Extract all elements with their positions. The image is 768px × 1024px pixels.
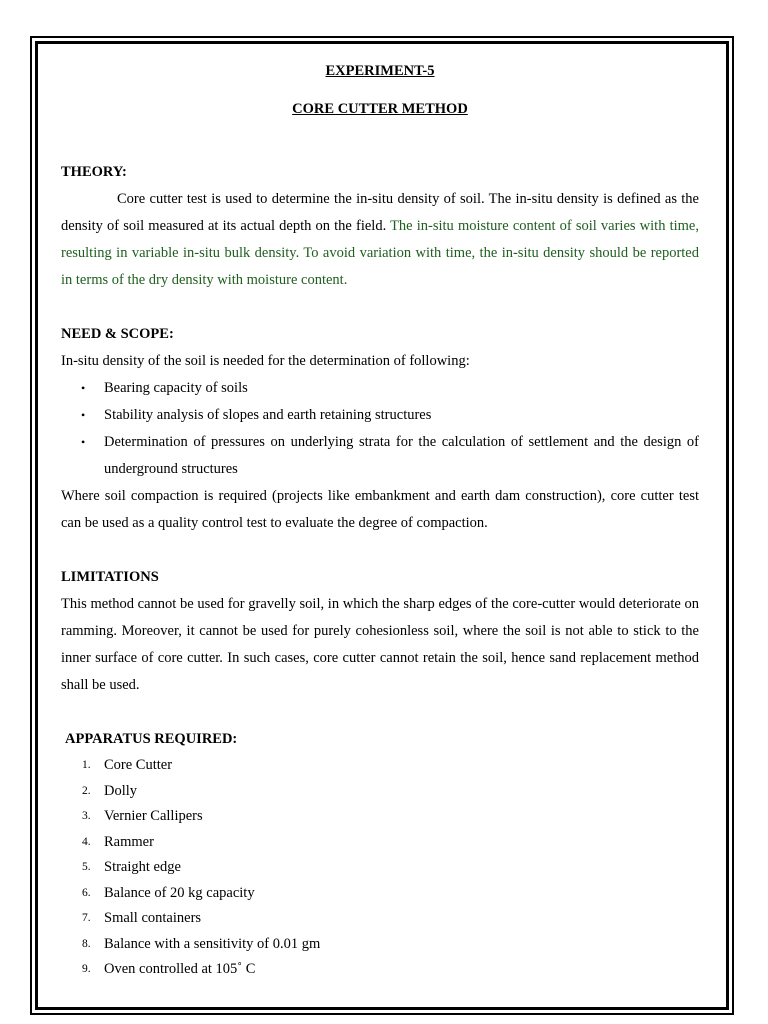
bullet-icon: • [81,435,86,449]
list-item [61,429,699,483]
item-number: 2. [82,784,91,797]
document-page [61,58,699,983]
item-label: Balance of 20 kg capacity [104,884,255,901]
method-title: CORE CUTTER METHOD [292,101,468,117]
item-number: 8. [82,937,91,950]
item-label: Small containers [104,910,202,926]
need-scope-list [61,375,699,483]
limitations-paragraph: This method cannot be used for gravelly soil, in which the sharp edges of the core-cutter would deteriorate on ramming. Moreover, it cannot be used for purely cohesionless soil, where the soil is not able to stick to the inner surface of core cutter. In such cases, core cutter cannot retain the soil, hence sand replacement method shall be used. [61,596,699,693]
item-label: Dolly [104,782,138,799]
item-number: 5. [82,861,91,873]
apparatus-heading: APPARATUS REQUIRED: [65,731,238,747]
item-number: 1. [82,759,91,771]
item-number: 4. [82,835,91,848]
theory-text-green: The in-situ moisture content of soil varies with time, resulting in variable in-situ bulk density. To avoid variation with time, the in-situ density should be reported in terms of the dry density with moisture content. [61,218,699,288]
item-label: Oven controlled at 105˚ C [104,961,256,977]
theory-text-plain: Core cutter test is used to determine the in-situ density of soil. The in-situ density is defined as the density of soil measured at its actual depth on the field [61,191,699,234]
experiment-title: EXPERIMENT-5 [325,63,435,79]
item-number: 9. [82,963,91,975]
list-item-text: Stability analysis of slopes and earth retaining structures [104,407,432,423]
list-item [61,830,699,856]
item-label: Vernier Callipers [104,808,203,824]
item-number: 3. [82,810,91,822]
list-item [61,402,699,429]
theory-heading: THEORY: [61,164,127,180]
list-item-text: Determination of pressures on underlying strata for the calculation of settlement and the design of underground structures [104,434,699,477]
apparatus-list [61,753,699,983]
list-item [61,375,699,402]
limitations-heading: LIMITATIONS [61,569,159,585]
need-scope-closing: Where soil compaction is required (projects like embankment and earth dam construction), core cutter test can be used as a quality control test to evaluate the degree of compaction. [61,488,699,531]
list-item [61,855,699,881]
need-scope-heading: NEED & SCOPE: [61,326,174,342]
item-label: Balance with a sensitivity of 0.01 gm [104,935,321,952]
list-item [61,957,699,983]
list-item-text: Bearing capacity of soils [104,380,248,396]
list-item [61,804,699,830]
theory-text-period: . [382,218,387,234]
list-item [61,881,699,907]
item-label: Core Cutter [104,757,173,773]
item-number: 7. [82,912,91,924]
list-item [61,932,699,958]
list-item [61,779,699,805]
need-scope-intro: In-situ density of the soil is needed for the determination of following: [61,353,470,369]
list-item [61,906,699,932]
bullet-icon: • [81,408,86,422]
item-number: 6. [82,886,91,899]
list-item [61,753,699,779]
theory-paragraph [61,186,699,294]
bullet-icon: • [81,381,86,395]
item-label: Straight edge [104,859,181,875]
item-label: Rammer [104,833,154,850]
